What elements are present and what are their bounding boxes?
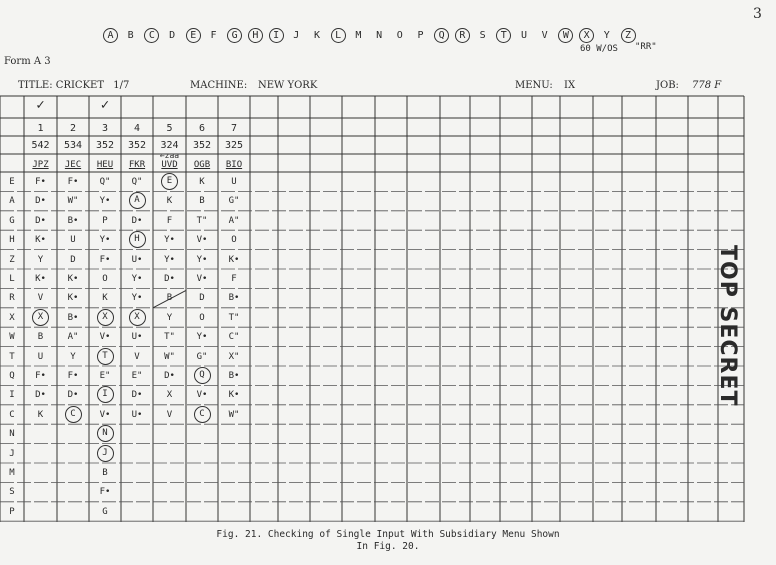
table-cell: K (199, 177, 205, 187)
table-cell: A" (228, 215, 240, 226)
table-cell: D (70, 254, 76, 265)
table-cell: N (89, 425, 121, 442)
column-check: ✓ (36, 97, 45, 113)
column-number: 1 (37, 123, 44, 134)
table-cell: V (166, 409, 173, 420)
table-cell: Y• (131, 293, 143, 304)
table-cell: Y• (164, 254, 175, 265)
column-code: 352 (127, 140, 147, 151)
alphabet-letter: C (144, 28, 159, 43)
job-label: JOB: (656, 80, 679, 91)
table-cell: Q" (99, 177, 111, 187)
table-cell: W" (67, 196, 79, 207)
table-cell: G (102, 506, 108, 517)
table-cell: Q" (131, 177, 143, 187)
table-cell: V• (99, 332, 111, 343)
table-cell: E (153, 173, 186, 190)
table-cell: U (70, 235, 76, 246)
row-label: A (9, 196, 15, 207)
alphabet-letter: T (496, 28, 511, 43)
column-number: 7 (230, 123, 238, 134)
table-cell: K• (35, 235, 46, 246)
column-code: 534 (63, 140, 83, 151)
table-cell: G" (196, 351, 208, 362)
column-number: 5 (166, 123, 173, 134)
column-tag: FKR (128, 160, 146, 170)
alphabet-letter: Q (434, 28, 449, 43)
table-cell: Y• (164, 235, 175, 246)
alphabet-letter: W (558, 28, 573, 43)
table-cell: F• (35, 371, 46, 381)
column-tag: OGB (193, 160, 211, 170)
table-cell: D• (67, 390, 79, 401)
alphabet-letter: O (396, 30, 403, 41)
table-cell: V (134, 351, 140, 362)
table-cell: K• (35, 274, 46, 284)
title-label: TITLE: (18, 80, 53, 91)
table-cell: F• (67, 177, 79, 187)
table-cell: C" (228, 332, 240, 343)
column-tag: UVD (161, 160, 178, 170)
table-cell: F• (35, 177, 46, 187)
table-cell: B (166, 293, 173, 304)
alphabet-letter: Z (621, 28, 636, 43)
table-cell: I (89, 386, 121, 403)
table-cell: U• (131, 332, 143, 343)
table-cell: B (102, 468, 108, 478)
table-cell: P (102, 215, 108, 226)
table-cell: U• (131, 254, 143, 265)
column-code: 324 (160, 140, 179, 151)
table-cell: V• (196, 390, 208, 401)
column-note: ←zaa (159, 151, 180, 160)
table-cell: V (37, 293, 44, 304)
table-cell: D• (131, 215, 143, 226)
alphabet-note-2: "RR" (635, 42, 657, 52)
table-cell: K (102, 293, 108, 304)
table-cell: W" (164, 351, 175, 362)
table-cell: B• (228, 293, 240, 304)
table-cell: K (166, 196, 173, 207)
table-cell: G" (228, 196, 240, 207)
row-label: J (9, 448, 15, 459)
column-tag: JPZ (32, 160, 49, 170)
table-cell: D• (35, 215, 46, 226)
table-cell: O (199, 312, 205, 323)
alphabet-letter: N (376, 30, 383, 41)
table-cell: U (231, 177, 237, 187)
table-cell: B• (67, 215, 79, 226)
table-cell: V• (99, 409, 111, 420)
table-cell: K (37, 409, 44, 420)
table-cell: V• (196, 235, 208, 246)
table-cell: T" (196, 215, 208, 226)
table-cell: F (231, 274, 237, 284)
table-cell: T" (164, 332, 175, 343)
row-label: G (9, 215, 15, 226)
job-value: 778 F (692, 80, 722, 91)
table-cell: C (186, 406, 218, 423)
alphabet-letter: M (355, 30, 362, 41)
column-number: 2 (69, 123, 77, 134)
row-label: Z (9, 254, 15, 265)
table-cell: J (89, 445, 121, 462)
table-cell: W" (228, 409, 240, 420)
table-cell: D• (131, 390, 143, 401)
table-cell: X (89, 309, 121, 326)
table-cell: Y (70, 351, 76, 362)
table-cell: K• (228, 254, 240, 265)
table-cell: Y• (131, 274, 143, 284)
table-cell: C (57, 406, 89, 423)
alphabet-letter: L (331, 28, 346, 43)
alphabet-letter: I (269, 28, 284, 43)
table-cell: A" (67, 332, 79, 343)
table-cell: A (121, 192, 153, 209)
form-label: Form A 3 (4, 56, 51, 67)
row-label: N (9, 429, 15, 440)
table-cell: F (166, 215, 173, 226)
row-label: X (9, 312, 15, 323)
column-code: 352 (192, 140, 212, 151)
table-cell: D• (35, 196, 46, 207)
row-label: S (9, 487, 15, 498)
column-number: 3 (101, 123, 109, 134)
table-cell: D• (164, 274, 175, 284)
alphabet-letter: R (455, 28, 470, 43)
table-cell: Y (166, 312, 173, 323)
column-code: 542 (31, 140, 50, 151)
row-label: W (9, 332, 15, 343)
column-tag: BIO (225, 160, 243, 170)
row-label: H (9, 235, 15, 246)
row-label: C (9, 409, 15, 420)
alphabet-note: 60 W/OS (580, 44, 618, 54)
table-cell: T (89, 348, 121, 365)
column-code: 325 (224, 140, 244, 151)
alphabet-letter: U (520, 30, 528, 41)
row-label: P (9, 506, 15, 517)
row-label: T (9, 351, 15, 362)
table-cell: D (199, 293, 205, 304)
row-label: E (9, 177, 15, 187)
table-cell: Q (186, 367, 218, 384)
menu-label: MENU: (515, 80, 553, 91)
column-number: 4 (133, 123, 141, 134)
title-value: CRICKET (55, 80, 105, 91)
column-check: ✓ (100, 97, 110, 113)
caption-line-1: Fig. 21. Checking of Single Input With Subsidiary Menu Shown (216, 529, 560, 540)
alphabet-letter: D (169, 30, 176, 41)
alphabet-letter: F (210, 30, 217, 41)
column-tag: HEU (96, 160, 114, 170)
table-cell: Y (37, 254, 44, 265)
row-label: Q (9, 371, 15, 381)
table-cell: B (37, 332, 44, 343)
alphabet-letter: K (313, 30, 321, 41)
table-cell: Y• (196, 332, 208, 343)
table-cell: K• (228, 390, 240, 401)
alphabet-letter: A (103, 28, 118, 43)
alphabet-letter: H (248, 28, 263, 43)
table-cell: X" (228, 351, 240, 362)
row-label: I (9, 390, 15, 401)
table-cell: T" (228, 312, 240, 323)
alphabet-letter: E (186, 28, 201, 43)
alphabet-letter: G (227, 28, 242, 43)
menu-value: IX (564, 80, 576, 91)
table-cell: D• (164, 371, 175, 381)
title-fraction: 1/7 (113, 80, 130, 91)
alphabet-letter: X (579, 28, 594, 43)
table-cell: Y• (99, 235, 111, 246)
table-cell: F• (99, 254, 111, 265)
row-label: M (9, 468, 15, 478)
figure-caption (0, 529, 776, 553)
table-cell: H (121, 231, 153, 248)
table-cell: D• (35, 390, 46, 401)
table-cell: E" (131, 371, 143, 381)
column-tag: JEC (64, 160, 82, 170)
table-cell: F• (67, 371, 79, 381)
alphabet-letter: P (417, 30, 424, 41)
machine-label: MACHINE: (190, 80, 248, 91)
table-cell: X (121, 309, 153, 326)
column-code: 352 (95, 140, 115, 151)
table-cell: X (166, 390, 173, 401)
caption-line-2: In Fig. 20. (356, 541, 420, 552)
table-cell: U (37, 351, 44, 362)
alphabet-letter: S (479, 30, 486, 41)
table-cell: B (199, 196, 205, 207)
table-cell: E" (99, 371, 111, 381)
alphabet-letter: V (541, 30, 548, 41)
table-cell: Y• (196, 254, 208, 265)
alphabet-letter: J (293, 30, 300, 41)
table-cell: Y• (99, 196, 111, 207)
row-label: R (9, 293, 15, 304)
alphabet-letter: B (127, 30, 134, 41)
top-secret-stamp: TOP SECRET (715, 245, 740, 407)
table-cell: B• (67, 312, 79, 323)
table-cell: V• (196, 274, 208, 284)
corner-mark: 3 (753, 6, 762, 22)
table-cell: O (231, 235, 237, 246)
table-cell: U• (131, 409, 143, 420)
table-cell: K• (67, 274, 79, 284)
table-cell: B• (228, 371, 240, 381)
alphabet-letter: Y (603, 30, 610, 41)
row-label: L (9, 274, 15, 284)
column-number: 6 (198, 123, 206, 134)
table-cell: F• (99, 487, 111, 498)
table-cell: X (24, 309, 57, 326)
machine-value: NEW YORK (258, 80, 318, 91)
table-cell: K• (67, 293, 79, 304)
table-cell: O (102, 274, 108, 284)
